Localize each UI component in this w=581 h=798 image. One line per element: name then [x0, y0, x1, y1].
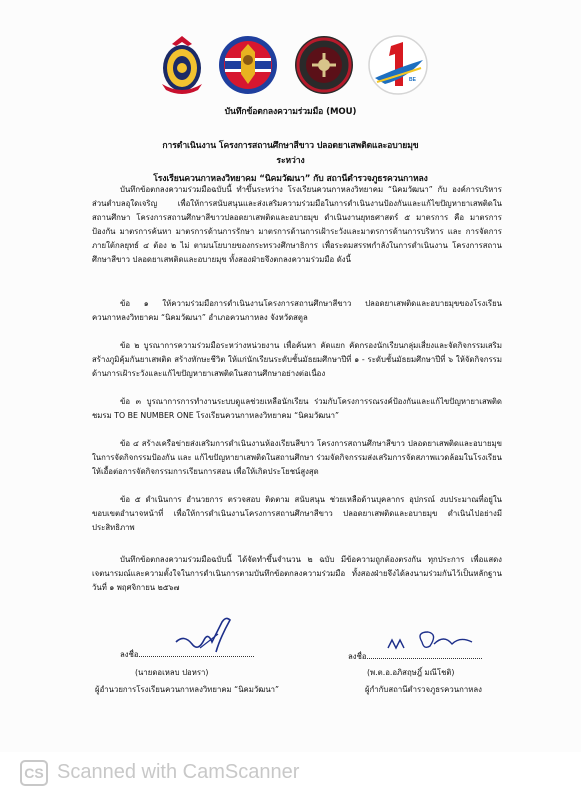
right-signer-name: (พ.ต.อ.อภิสฤษฎิ์ มณีโชติ)	[367, 668, 455, 677]
left-sign-prefix: ลงชื่อ	[120, 650, 139, 659]
camscanner-watermark: Scanned with CamScanner	[57, 761, 300, 783]
between-label: ระหว่าง	[276, 156, 305, 166]
school-emblem-icon	[152, 34, 212, 96]
closing-paragraph: บันทึกข้อตกลงความร่วมมือฉบับนี้ ได้จัดทำขึ้นจำนวน ๒ ฉบับ มีข้อความถูกต้องตรงกัน ทุกประการ เพื่อแสดงเจตนารมณ์และความตั้งใจในการดำเนินการตามบันทึกข้อตกลงความร่วมมือ ทั้งสองฝ่ายจึงได้ลงนามร่วมกันไว้เป็นหลักฐาน วันที่ ๑ พฤศจิกายน ๒๕๖๗	[92, 555, 502, 593]
camscanner-logo-icon: CS	[20, 760, 48, 786]
parties-line: โรงเรียนควนกาหลงวิทยาคม “นิคมวัฒนา” กับ สถานีตำรวจภูธรควนกาหลง	[153, 174, 428, 184]
right-signer-position: ผู้กำกับสถานีตำรวจภูธรควนกาหลง	[365, 685, 482, 694]
left-sign-line	[120, 647, 254, 661]
project-title: การดำเนินงาน โครงการสถานศึกษาสีขาว ปลอดยาเสพติดและอบายมุข	[162, 141, 419, 151]
clause-4: ข้อ ๔ สร้างเครือข่ายส่งเสริมการดำเนินงานห้องเรียนสีขาว โครงการสถานศึกษาสีขาว ปลอดยาเสพติดและอบายมุข ในการจัดกิจกรรมป้องกัน และ แก้ไขปัญหายาเสพติดในสถานศึกษา ร่วมจัดกิจกรรมส่งเสริมการจัดสภาพแวดล้อมในโรงเรียนให้เอื้อต่อการจัดกิจกรรมการเรียนการสอน เพื่อให้เกิดประโยชน์สูงสุด	[92, 439, 502, 477]
clause-2: ข้อ ๒ บูรณาการความร่วมมือระหว่างหน่วยงาน เพื่อค้นหา คัดแยก คัดกรองนักเรียนกลุ่มเสี่ยงและจัดกิจกรรมเสริมสร้างภูมิคุ้มกันยาเสพติด สร้างทักษะชีวิต ให้แก่นักเรียนระดับชั้นมัธยมศึกษาปีที่ ๑ - ระดับชั้นมัธยมศึกษาปีที่ ๖ ให้จัดกิจกรรมด้านการเฝ้าระวังและแก้ไขปัญหายาเสพติดในสถานศึกษาอย่างต่อเนื่อง	[92, 341, 502, 379]
clause-3: ข้อ ๓ บูรณาการการทำงานระบบดูแลช่วยเหลือนักเรียน ร่วมกับโครงการรณรงค์ป้องกันและแก้ไขปัญหายาเสพติด ชมรม TO BE NUMBER ONE โรงเรียนควนกาหลงวิทยาคม “นิคมวัฒนา”	[92, 397, 502, 421]
left-signer-position: ผู้อำนวยการโรงเรียนควนกาหลงวิทยาคม “นิคมวัฒนา”	[95, 685, 280, 694]
intro-paragraph: บันทึกข้อตกลงความร่วมมือฉบับนี้ ทำขึ้นระหว่าง โรงเรียนควนกาหลงวิทยาคม “นิคมวัฒนา” กับ องค์การบริหารส่วนตำบลอุใดเจริญ เพื่อให้การสนับสนุนและส่งเสริมความร่วมมือในการดำเนินงานป้องกันและแก้ไขปัญหายาเสพติดในสถานศึกษา โครงการสถานศึกษาสีขาวปลอดยาเสพติดและอบายมุข ดำเนินงานยุทธศาสตร์ ๕ มาตรการ คือ มาตรการป้องกัน มาตรการค้นหา มาตรการด้านการรักษา มาตรการด้านการเฝ้าระวังและมาตรการด้านการบริหาร และ การจัดการ ภายใต้กลยุทธ์ ๔ ต้อง ๒ ไม่ ตามนโยบายของกระทรวงศึกษาธิการ เพื่อระดมสรรพกำลังในการดำเนินงาน โครงการสถานศึกษาสีขาว ปลอดยาเสพติดและอบายมุข ทั้งสองฝ่ายจึงตกลงความร่วมมือ ดังนี้	[92, 185, 502, 265]
logo-row	[0, 34, 581, 96]
clause-1: ข้อ ๑ ให้ความร่วมมือการดำเนินงานโครงการสถานศึกษาสีขาว ปลอดยาเสพติดและอบายมุขของโรงเรียนควนกาหลงวิทยาคม “นิคมวัฒนา” อำเภอควนกาหลง จังหวัดสตูล	[92, 299, 502, 323]
right-sign-prefix: ลงชื่อ	[348, 652, 367, 661]
to-be-number-one-icon	[367, 34, 429, 96]
mou-title: บันทึกข้อตกลงความร่วมมือ (MOU)	[224, 107, 357, 117]
clause-5: ข้อ ๕ ดำเนินการ อำนวยการ ตรวจสอบ ติดตาม สนับสนุน ช่วยเหลือด้านบุคลากร อุปกรณ์ งบประมาณที่อยู่ในขอบเขตอำนาจหน้าที่ เพื่อให้การดำเนินงานโครงการสถานศึกษาสีขาว ปลอดยาเสพติดและอบายมุข ดำเนินไปอย่างมีประสิทธิภาพ	[92, 495, 502, 533]
right-sign-line	[348, 649, 482, 663]
svg-text:BE: BE	[409, 77, 416, 83]
anti-drug-emblem-icon	[292, 34, 356, 96]
left-signer-name: (นายดอเหลบ ปอหรา)	[135, 668, 209, 677]
police-emblem-icon	[215, 34, 281, 96]
